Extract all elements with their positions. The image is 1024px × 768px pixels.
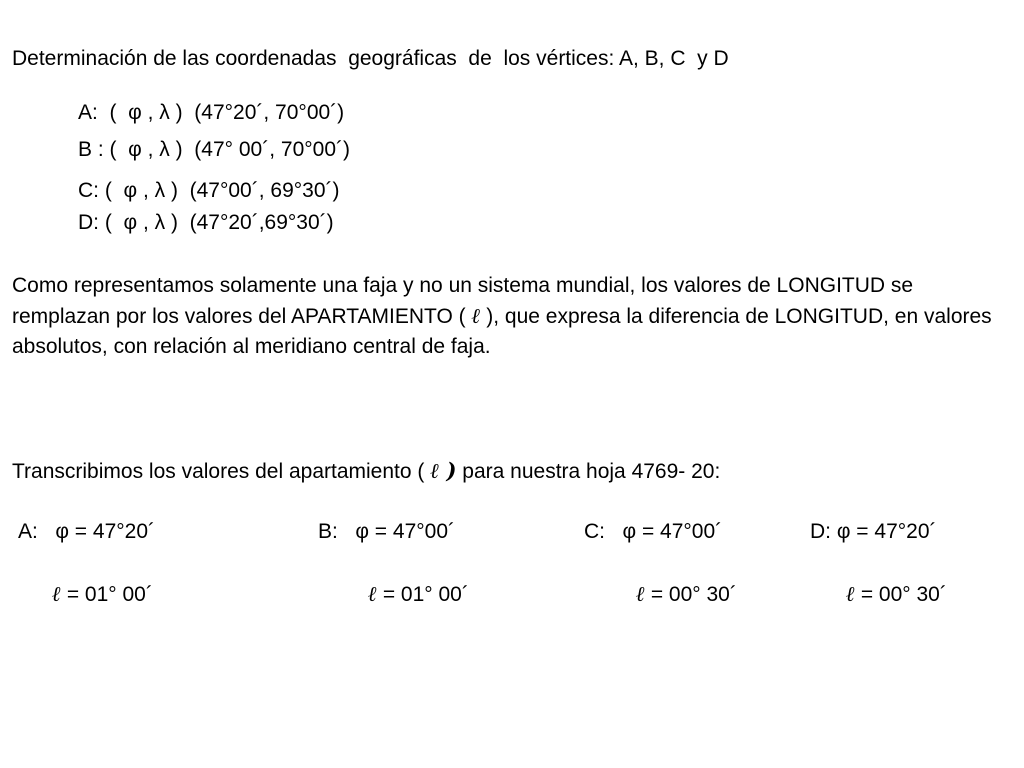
vertex-a: A: ( φ , λ ) (47°20´, 70°00´) bbox=[78, 101, 345, 124]
transcribe-part-2: para nuestra hoja 4769- 20: bbox=[456, 460, 721, 483]
ell-b bbox=[368, 583, 469, 605]
ell-d-value: = 00° 30´ bbox=[854, 583, 947, 606]
phi-d: D: φ = 47°20´ bbox=[810, 520, 937, 543]
transcribe-symbol: ℓ ) bbox=[430, 458, 457, 483]
transcribe-line bbox=[12, 460, 720, 482]
phi-c: C: φ = 47°00´ bbox=[584, 520, 723, 543]
phi-a: A: φ = 47°20´ bbox=[18, 520, 156, 543]
apartamiento-symbol: ℓ bbox=[471, 303, 481, 328]
ell-a-value: = 01° 00´ bbox=[60, 583, 153, 606]
vertex-c: C: ( φ , λ ) (47°00´, 69°30´) bbox=[78, 179, 340, 202]
transcribe-part-1: Transcribimos los valores del apartamiento ( bbox=[12, 460, 431, 483]
ell-d-symbol: ℓ bbox=[846, 581, 855, 606]
ell-c-symbol: ℓ bbox=[636, 581, 645, 606]
ell-a bbox=[52, 583, 153, 605]
paragraph-part-1: Como representamos solamente una faja y no un sistema mundial, los valores de LONGITUD se remplazan por los valores del APARTAMIENTO ( bbox=[12, 274, 914, 328]
heading: Determinación de las coordenadas geográficas de los vértices: A, B, C y D bbox=[12, 47, 729, 70]
ell-b-symbol: ℓ bbox=[368, 581, 377, 606]
ell-d bbox=[846, 583, 947, 605]
explanation-paragraph bbox=[12, 271, 1012, 362]
ell-a-symbol: ℓ bbox=[52, 581, 61, 606]
vertex-b: B : ( φ , λ ) (47° 00´, 70°00´) bbox=[78, 138, 350, 161]
vertex-d: D: ( φ , λ ) (47°20´,69°30´) bbox=[78, 211, 334, 234]
phi-b: B: φ = 47°00´ bbox=[318, 520, 456, 543]
ell-b-value: = 01° 00´ bbox=[376, 583, 469, 606]
ell-c bbox=[636, 583, 737, 605]
ell-c-value: = 00° 30´ bbox=[644, 583, 737, 606]
paragraph-part-2: ), que expresa la diferencia de LONGITUD, en valores absolutos, con relación al meridiano central de faja. bbox=[12, 305, 992, 358]
